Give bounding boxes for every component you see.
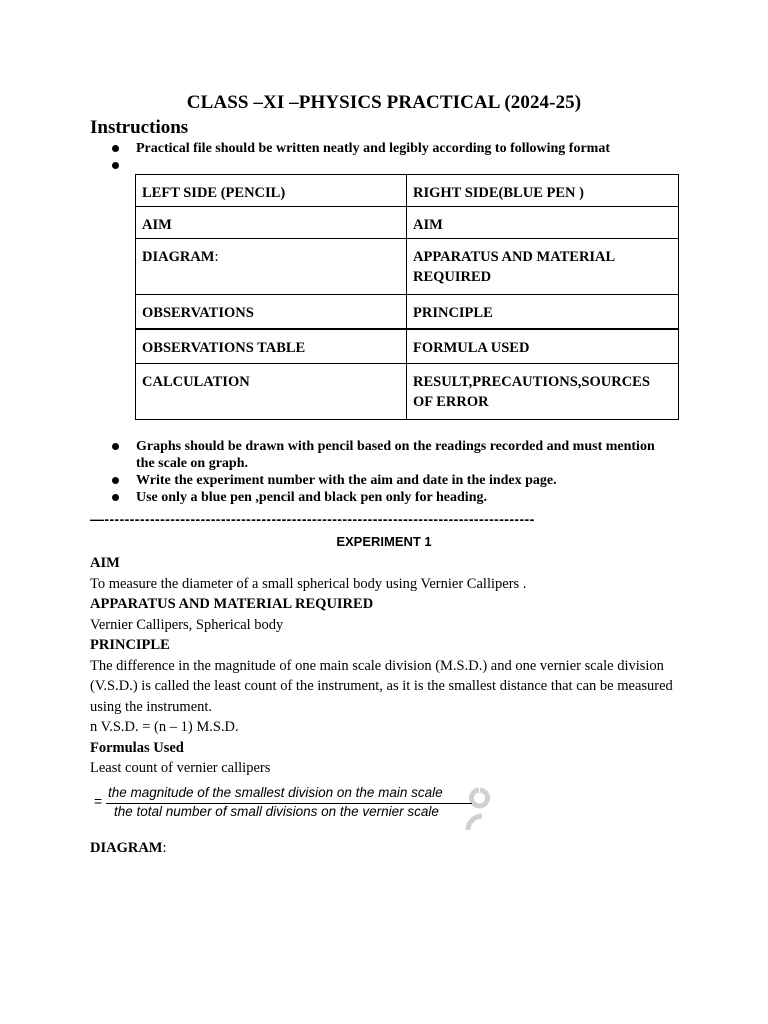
watermark-icon	[440, 786, 500, 836]
table-cell-right: FORMULA USED	[407, 329, 679, 364]
list-item	[112, 438, 672, 472]
equals-sign: =	[94, 793, 103, 809]
diagram-heading	[90, 840, 167, 857]
diagram-heading-text: DIAGRAM	[90, 840, 163, 856]
list-item	[112, 472, 672, 489]
formula-numerator: the magnitude of the smallest division on the main scale	[108, 785, 443, 800]
cell-text: DIAGRAM	[142, 249, 215, 265]
formulas-text: Least count of vernier callipers	[90, 760, 271, 776]
aim-text: To measure the diameter of a small spherical body using Vernier Callipers .	[90, 575, 527, 592]
table-row	[136, 295, 679, 329]
table-cell-left: OBSERVATIONS TABLE	[136, 329, 407, 364]
principle-text: The difference in the magnitude of one main scale division (M.S.D.) and one vernier scale division (V.S.D.) is called the least count of the instrument, as it is the smallest distance that can be measured using the instrument.	[90, 657, 673, 715]
least-count-formula	[92, 782, 492, 824]
table-cell-left: OBSERVATIONS	[136, 295, 407, 329]
table-cell-left: AIM	[136, 207, 407, 239]
list-item	[112, 489, 672, 506]
apparatus-heading: APPARATUS AND MATERIAL REQUIRED	[90, 596, 374, 612]
table-cell-left: LEFT SIDE (PENCIL)	[136, 175, 407, 207]
table-row	[136, 329, 679, 364]
formula-denominator: the total number of small divisions on the vernier scale	[114, 804, 439, 819]
table-cell-right: RESULT,PRECAUTIONS,SOURCES OF ERROR	[407, 364, 679, 420]
instructions-heading: Instructions	[90, 117, 189, 138]
instructions-list-bottom	[112, 438, 672, 506]
bullet-icon	[112, 477, 119, 484]
bullet-text: Practical file should be written neatly and legibly according to following format	[136, 141, 611, 156]
principle-relation: n V.S.D. = (n – 1) M.S.D.	[90, 719, 239, 735]
bullet-text: Use only a blue pen ,pencil and black pen only for heading.	[136, 490, 487, 505]
table-cell-right: AIM	[407, 207, 679, 239]
table-row	[136, 239, 679, 295]
bullet-text: Write the experiment number with the aim and date in the index page.	[136, 473, 557, 488]
instructions-list-top	[112, 140, 672, 174]
formulas-heading: Formulas Used	[90, 739, 184, 756]
apparatus-text: Vernier Callipers, Spherical body	[90, 616, 284, 633]
bullet-text: Graphs should be drawn with pencil based on the readings recorded and must mention the scale on graph.	[136, 439, 655, 471]
table-cell-left: CALCULATION	[136, 364, 407, 420]
experiment-body	[90, 553, 690, 779]
table-row	[136, 207, 679, 239]
practical-file-format-table	[135, 174, 679, 420]
table-row	[136, 364, 679, 420]
experiment-heading: EXPERIMENT 1	[336, 534, 432, 549]
table-cell-right: PRINCIPLE	[407, 295, 679, 329]
diagram-heading-suffix: :	[162, 840, 167, 856]
table-cell-right: APPARATUS AND MATERIAL REQUIRED	[407, 239, 679, 295]
page-title: CLASS –XI –PHYSICS PRACTICAL (2024-25)	[186, 92, 582, 113]
bullet-icon	[112, 494, 119, 501]
bullet-icon	[112, 162, 119, 169]
bullet-icon	[112, 443, 119, 450]
cell-suffix: :	[214, 249, 219, 265]
principle-heading: PRINCIPLE	[90, 637, 170, 653]
list-item	[112, 157, 672, 174]
section-divider: —-------------------------------------------------------------------------------------	[90, 511, 535, 527]
table-row	[136, 175, 679, 207]
bullet-icon	[112, 145, 119, 152]
table-cell-right: RIGHT SIDE(BLUE PEN )	[407, 175, 679, 207]
list-item	[112, 140, 672, 157]
table-cell-left	[136, 239, 407, 295]
aim-heading: AIM	[90, 555, 120, 571]
